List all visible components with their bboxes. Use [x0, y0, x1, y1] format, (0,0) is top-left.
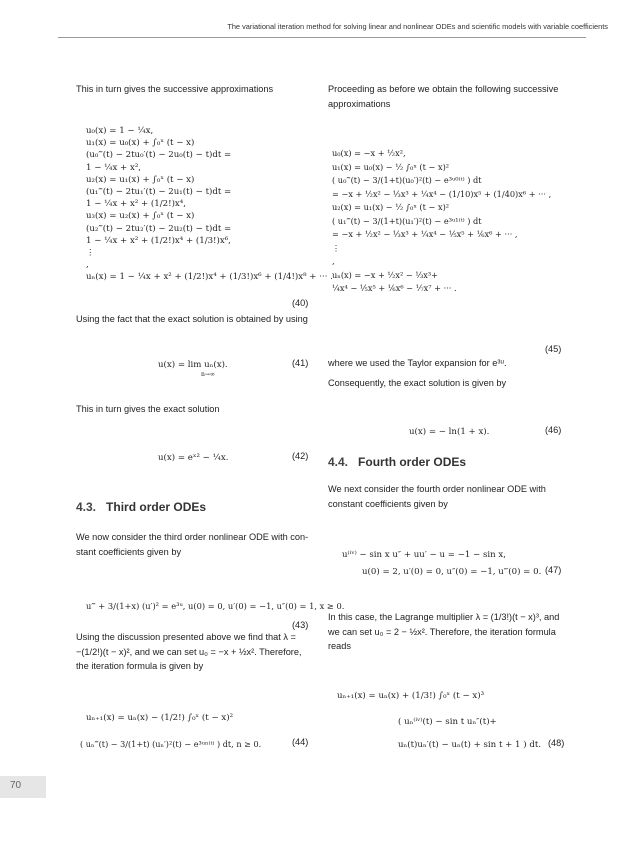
eq40-line: u₃(x) = u₂(x) + ∫₀ˣ (t − x) [86, 211, 195, 222]
left-paragraph-2: Using the fact that the exact solution is obtained by using [76, 314, 308, 324]
paragraph-line: −(1/2!)(t − x)², and we can set u₀ = −x + ½x². Therefore, [76, 646, 302, 657]
paragraph-line: reads [328, 641, 351, 651]
paragraph-line: Using the discussion presented above we find that λ = [76, 632, 296, 642]
equation-number-43: (43) [292, 620, 309, 630]
running-header: The variational iteration method for solving linear and nonlinear ODEs and scientific models with variable coefficients [227, 22, 608, 31]
eq40-line: 1 − ¼x + x², [86, 162, 141, 173]
page-number: 70 [10, 780, 22, 791]
eq40-line: (u₀‴(t) − 2tu₀′(t) − 2u₀(t) − t)dt = [86, 150, 232, 161]
eq45-line: ¼x⁴ − ⅕x⁵ + ⅙x⁶ − ⅐x⁷ + ··· . [332, 283, 457, 293]
right-paragraph-3: Consequently, the exact solution is given by [328, 378, 507, 388]
eq45-line: ( u₁‴(t) − 3/(1+t)(u₁′)²(t) − e³ᵘ¹⁽ᵗ⁾ ) dt [332, 215, 482, 226]
left-paragraph-1: This in turn gives the successive approximations [76, 84, 274, 94]
equation-40 [86, 125, 333, 284]
right-paragraph-4 [328, 482, 546, 511]
equation-48-line-1: uₙ₊₁(x) = uₙ(x) + (1/3!) ∫₀ˣ (t − x)³ [337, 691, 485, 701]
page-number-bar [0, 776, 46, 798]
eq45-line: u₂(x) = u₁(x) − ½ ∫₀ˣ (t − x)² [332, 202, 450, 212]
section-number: 4.3. [76, 500, 97, 514]
paragraph-line: Proceeding as before we obtain the following successive [328, 84, 559, 94]
eq45-line: ( u₀‴(t) − 3/(1+t)(u₀′)²(t) − e³ᵘ⁰⁽ᵗ⁾ ) dt [332, 175, 482, 185]
equation-44-line-2: ( uₙ‴(t) − 3/(1+t) (uₙ′)²(t) − e³ᵘⁿ⁽ᵗ⁾ ) dt, n ≥ 0. [80, 739, 262, 749]
eq40-line: 1 − ¼x + x² + (1/2!)x⁴ + (1/3!)x⁶, [86, 235, 231, 246]
eq40-line: u₁(x) = u₀(x) + ∫₀ˣ (t − x) [86, 138, 195, 149]
equation-45 [332, 147, 551, 296]
equation-42: u(x) = eˣ² − ¼x. [158, 453, 229, 463]
equation-number-44: (44) [292, 737, 309, 747]
paragraph-line: the iteration formula is given by [76, 661, 204, 671]
section-title: Fourth order ODEs [358, 455, 467, 469]
equation-number-40: (40) [292, 298, 309, 308]
eq40-line: uₙ(x) = 1 − ¼x + x² + (1/2!)x⁴ + (1/3!)x⁶ + (1/4!)x⁸ + ··· . [86, 272, 333, 283]
equation-47-line-2: u(0) = 2, u′(0) = 0, u″(0) = −1, u‴(0) = 0. [362, 567, 542, 577]
equation-41: u(x) = lim uₙ(x). [158, 360, 228, 370]
paragraph-line: We next consider the fourth order nonlinear ODE with [328, 484, 546, 494]
eq40-line: ⋮ [86, 248, 95, 259]
equation-48-line-3: uₙ(t)uₙ′(t) − uₙ(t) + sin t + 1 ) dt. [398, 740, 542, 750]
equation-number-41: (41) [292, 358, 309, 368]
right-paragraph-1 [328, 82, 558, 111]
eq45-line: = −x + ½x² − ⅓x³ + ¼x⁴ − (1/10)x⁵ + (1/40)x⁶ + ··· , [332, 188, 552, 199]
eq41-limit-subscript: n→∞ [201, 371, 215, 378]
equation-48-line-2: ( uₙ⁽ⁱᵛ⁾(t) − sin t uₙ″(t)+ [398, 717, 497, 727]
equation-number-47: (47) [545, 565, 562, 575]
eq45-line: = −x + ½x² − ⅓x³ + ¼x⁴ − ⅕x⁵ + ⅙x⁶ + ··· , [332, 229, 518, 239]
paragraph-line: We now consider the third order nonlinear ODE with con- [76, 532, 309, 542]
section-heading-4-3 [76, 500, 206, 514]
right-paragraph-5 [328, 610, 559, 654]
paragraph-line: stant coefficients given by [76, 546, 182, 557]
paragraph-line: approximations [328, 98, 391, 109]
section-number: 4.4. [328, 455, 349, 469]
eq45-line: ⋮ [332, 242, 341, 253]
eq40-line: (u₁‴(t) − 2tu₁′(t) − 2u₁(t) − t)dt = [86, 187, 232, 198]
equation-46: u(x) = − ln(1 + x). [409, 427, 490, 437]
paragraph-line: In this case, the Lagrange multiplier λ = (1/3!)(t − x)³, and [328, 612, 560, 622]
eq40-line: (u₂‴(t) − 2tu₂′(t) − 2u₂(t) − t)dt = [86, 223, 232, 234]
equation-number-48: (48) [548, 738, 565, 748]
right-paragraph-2: where we used the Taylor expansion for e³ᵘ. [328, 358, 507, 368]
eq40-line: , [86, 260, 89, 271]
equation-number-45: (45) [545, 344, 562, 354]
eq40-line: 1 − ¼x + x² + (1/2!)x⁴, [86, 199, 186, 210]
paragraph-line: constant coefficients given by [328, 498, 448, 509]
eq45-line: uₙ(x) = −x + ½x² − ⅓x³+ [332, 269, 439, 280]
header-rule [58, 37, 586, 38]
left-paragraph-3: This in turn gives the exact solution [76, 404, 220, 414]
section-heading-4-4 [328, 455, 466, 469]
left-paragraph-4 [76, 530, 308, 559]
equation-44-line-1: uₙ₊₁(x) = uₙ(x) − (1/2!) ∫₀ˣ (t − x)² [86, 713, 234, 723]
equation-47-line-1: u⁽ⁱᵛ⁾ − sin x u″ + uu′ − u = −1 − sin x, [342, 550, 506, 560]
eq40-line: u₂(x) = u₁(x) + ∫₀ˣ (t − x) [86, 174, 195, 185]
left-paragraph-5 [76, 630, 302, 674]
equation-number-46: (46) [545, 425, 562, 435]
eq45-line: u₀(x) = −x + ½x², [332, 148, 406, 158]
equation-number-42: (42) [292, 451, 309, 461]
section-title: Third order ODEs [106, 500, 207, 514]
eq45-line: , [332, 256, 335, 266]
paragraph-line: we can set u₀ = 2 − ½x². Therefore, the iteration formula [328, 626, 556, 637]
eq45-line: u₁(x) = u₀(x) − ½ ∫₀ˣ (t − x)² [332, 161, 450, 172]
eq40-line: u₀(x) = 1 − ¼x, [86, 126, 154, 136]
equation-43: u‴ + 3/(1+x) (u′)² = e³ᵘ, u(0) = 0, u′(0) = −1, u″(0) = 1, x ≥ 0. [86, 601, 345, 611]
